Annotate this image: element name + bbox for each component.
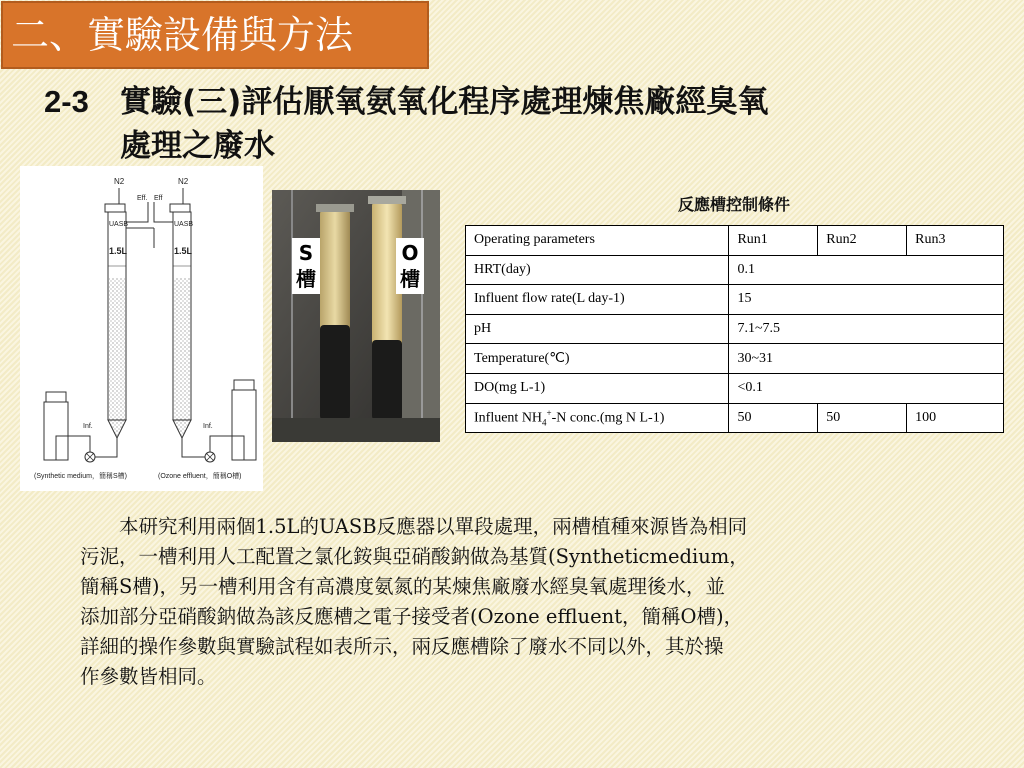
right-reactor [154,177,256,481]
right-gas-label: N2 [178,177,189,186]
body-line: 作參數皆相同。 [80,665,217,688]
table-param-cell: pH [466,314,729,344]
table-value-cell: <0.1 [729,373,1004,403]
reactor-schematic-svg [20,166,263,491]
table-header-cell: Run1 [729,226,818,256]
body-line: 簡稱S槽)，另一槽利用含有高濃度氨氮的某煉焦廠廢水經臭氧處理後水，並 [80,575,725,598]
table-header-cell: Run3 [907,226,1004,256]
table-value-cell: 7.1~7.5 [729,314,1004,344]
table-param-cell: Influent $NH_4^+-N$ conc.(mg N L-1) [466,403,729,433]
table-value-cell: 15 [729,285,1004,315]
right-effluent-label: Eff [154,195,163,202]
heading-line-2: 處理之廢水 [120,128,275,164]
reactor-photo [272,190,440,442]
left-caption: (Synthetic medium，簡稱S槽) [34,473,127,480]
operating-parameters-table [465,225,1004,433]
table-value-cell: 30~31 [729,344,1004,374]
table-header-row [466,226,1004,256]
section-title-box [1,1,429,69]
table-row [466,344,1004,374]
table-value-cell: 50 [818,403,907,433]
photo-label-o: O 槽 [396,238,424,294]
heading-line-1: 實驗(三)評估厭氧氨氧化程序處理煉焦廠經臭氧 [120,84,769,120]
reactor-photo-art [272,190,440,442]
body-line: 本研究利用兩個1.5L的UASB反應器以單段處理，兩槽植種來源皆為相同 [80,515,748,538]
table-header-cell: Operating parameters [466,226,729,256]
table-param-cell: HRT(day) [466,255,729,285]
reactor-schematic [20,166,263,491]
right-reactor-label: UASB [174,221,194,228]
table-caption: 反應槽控制條件 [677,195,790,214]
left-reactor [34,177,154,481]
table-row [466,373,1004,403]
right-volume-label: 1.5L [174,246,193,256]
body-line: 添加部分亞硝酸鈉做為該反應槽之電子接受者(Ozone effluent，簡稱O槽)， [80,605,744,628]
right-caption: (Ozone effluent，簡稱O槽) [158,473,242,480]
table-row [466,255,1004,285]
body-paragraph [80,512,950,692]
table-row [466,285,1004,315]
table-param-cell: Temperature(℃) [466,344,729,374]
left-volume-label: 1.5L [109,246,128,256]
left-reactor-label: UASB [109,221,129,228]
table-param-cell: Influent flow rate(L day-1) [466,285,729,315]
photo-label-s: S 槽 [292,238,320,294]
left-gas-label: N2 [114,177,125,186]
body-line: 污泥，一槽利用人工配置之氯化銨與亞硝酸鈉做為基質(Syntheticmedium， [80,545,749,568]
table-param-cell: DO(mg L-1) [466,373,729,403]
left-effluent-label: Eff. [137,195,148,202]
table-row [466,314,1004,344]
table-value-cell: 100 [907,403,1004,433]
heading-number: 2-3 [44,84,89,119]
table-header-cell: Run2 [818,226,907,256]
body-line: 詳細的操作參數與實驗試程如表所示，兩反應槽除了廢水不同以外，其於操 [80,635,724,658]
right-influent-label: Inf. [203,423,213,430]
section-title: 二、實驗設備與方法 [11,13,354,57]
left-influent-label: Inf. [83,423,93,430]
table-row [466,403,1004,433]
table-value-cell: 0.1 [729,255,1004,285]
table-value-cell: 50 [729,403,818,433]
